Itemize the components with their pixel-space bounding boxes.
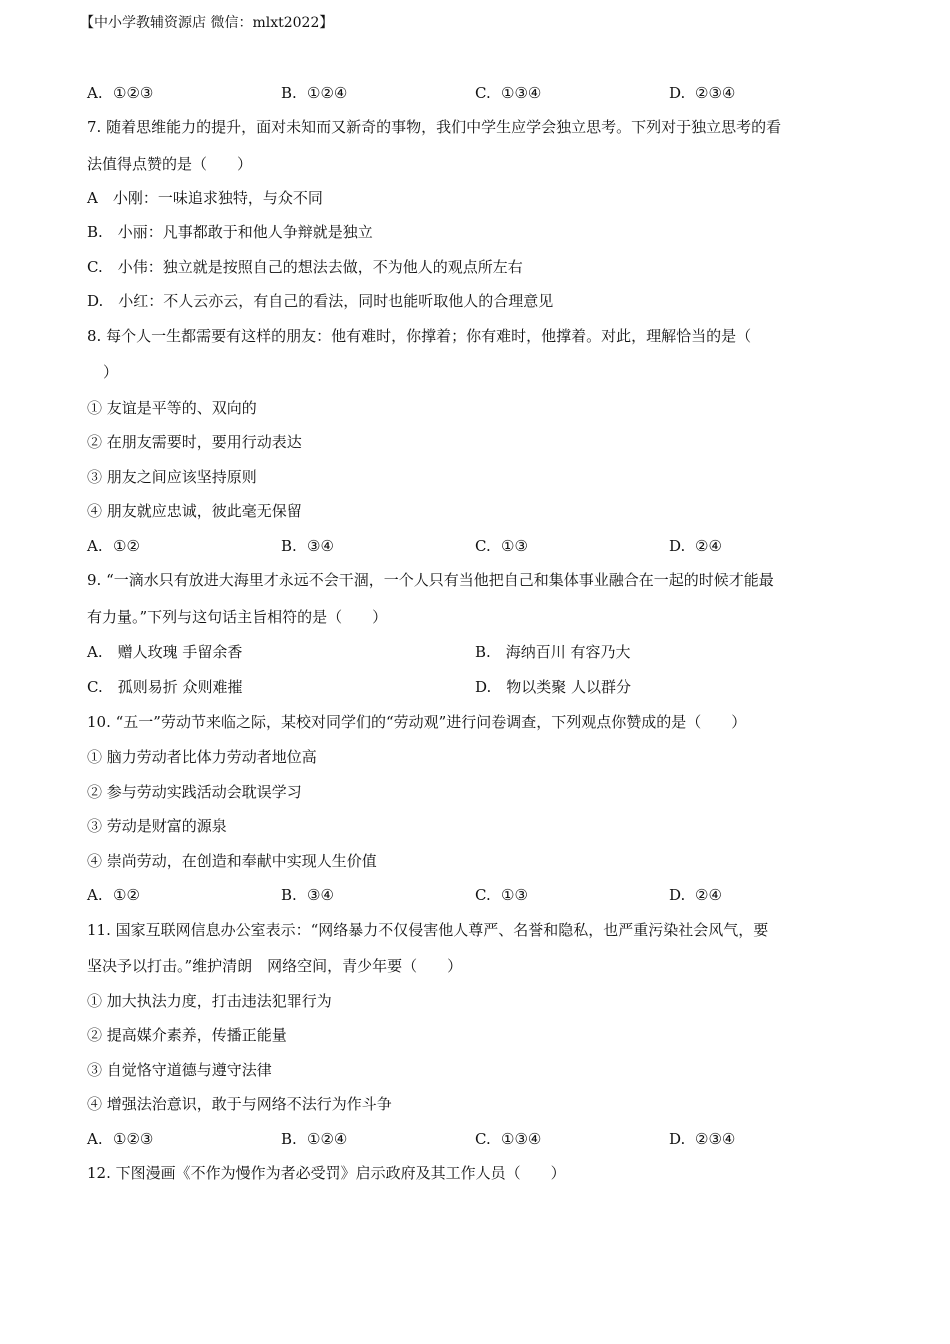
q11-item-4: ④ 增强法治意识，敢于与网络不法行为作斗争 (87, 1095, 392, 1113)
q8-option-d[interactable]: D. ②④ (669, 537, 722, 555)
q8-option-a[interactable]: A. ①② (87, 537, 140, 555)
q11-stem-line2: 坚决予以打击。”维护清朗 网络空间，青少年要（ ） (87, 957, 463, 975)
q9-option-b[interactable]: B. 海纳百川 有容乃大 (475, 643, 631, 661)
q8-option-c[interactable]: C. ①③ (475, 537, 528, 555)
q6-option-a[interactable]: A. ①②③ (87, 84, 154, 102)
q7-stem-line1: 7. 随着思维能力的提升，面对未知而又新奇的事物，我们中学生应学会独立思考。下列对于独立思考的看 (87, 118, 782, 136)
q11-option-b[interactable]: B. ①②④ (281, 1130, 348, 1148)
q10-option-d[interactable]: D. ②④ (669, 886, 722, 904)
q10-option-c[interactable]: C. ①③ (475, 886, 528, 904)
q7-stem-line2: 法值得点赞的是（ ） (87, 155, 253, 173)
q11-option-c[interactable]: C. ①③④ (475, 1130, 542, 1148)
q10-item-1: ① 脑力劳动者比体力劳动者地位高 (87, 748, 317, 766)
q7-option-d[interactable]: D. 小红：不人云亦云，有自己的看法，同时也能听取他人的合理意见 (87, 292, 554, 310)
q11-item-3: ③ 自觉恪守道德与遵守法律 (87, 1061, 272, 1079)
q11-stem-line1: 11. 国家互联网信息办公室表示：“网络暴力不仅侵害他人尊严、名誉和隐私，也严重污染社会风气，要 (87, 921, 769, 939)
q12-stem-line1: 12. 下图漫画《不作为慢作为者必受罚》启示政府及其工作人员（ ） (87, 1164, 566, 1182)
q11-item-2: ② 提高媒介素养，传播正能量 (87, 1026, 287, 1044)
q9-option-c[interactable]: C. 孤则易折 众则难摧 (87, 678, 243, 696)
q9-option-a[interactable]: A. 赠人玫瑰 手留余香 (87, 643, 243, 661)
q7-option-b[interactable]: B. 小丽：凡事都敢于和他人争辩就是独立 (87, 223, 373, 241)
q10-stem-line1: 10. “五一”劳动节来临之际，某校对同学们的“劳动观”进行问卷调查，下列观点你赞成的是（ ） (87, 713, 747, 731)
q8-item-4: ④ 朋友就应忠诚，彼此毫无保留 (87, 502, 302, 520)
q10-option-a[interactable]: A. ①② (87, 886, 140, 904)
q9-option-d[interactable]: D. 物以类聚 人以群分 (475, 678, 632, 696)
q10-option-b[interactable]: B. ③④ (281, 886, 334, 904)
q11-option-d[interactable]: D. ②③④ (669, 1130, 736, 1148)
q6-option-d[interactable]: D. ②③④ (669, 84, 736, 102)
q8-stem-line2: ） (103, 363, 119, 381)
q8-item-2: ② 在朋友需要时，要用行动表达 (87, 433, 302, 451)
q6-option-b[interactable]: B. ①②④ (281, 84, 348, 102)
q7-option-c[interactable]: C. 小伟：独立就是按照自己的想法去做，不为他人的观点所左右 (87, 258, 523, 276)
q10-item-2: ② 参与劳动实践活动会耽误学习 (87, 783, 302, 801)
q11-option-a[interactable]: A. ①②③ (87, 1130, 154, 1148)
q9-stem-line1: 9. “一滴水只有放进大海里才永远不会干涸，一个人只有当他把自己和集体事业融合在一起的时候才能最 (87, 571, 774, 589)
q8-stem-line1: 8. 每个人一生都需要有这样的朋友：他有难时，你撑着；你有难时，他撑着。对此，理解恰当的是（ (87, 327, 752, 345)
q8-option-b[interactable]: B. ③④ (281, 537, 334, 555)
q11-item-1: ① 加大执法力度，打击违法犯罪行为 (87, 992, 332, 1010)
page-header: 【中小学教辅资源店 微信：mlxt2022】 (80, 15, 334, 31)
q10-item-3: ③ 劳动是财富的源泉 (87, 817, 227, 835)
q10-item-4: ④ 崇尚劳动，在创造和奉献中实现人生价值 (87, 852, 377, 870)
q9-stem-line2: 有力量。”下列与这句话主旨相符的是（ ） (87, 608, 388, 626)
q7-option-a[interactable]: A 小刚：一味追求独特，与众不同 (87, 189, 323, 207)
q8-item-1: ① 友谊是平等的、双向的 (87, 399, 257, 417)
q6-option-c[interactable]: C. ①③④ (475, 84, 542, 102)
q8-item-3: ③ 朋友之间应该坚持原则 (87, 468, 257, 486)
